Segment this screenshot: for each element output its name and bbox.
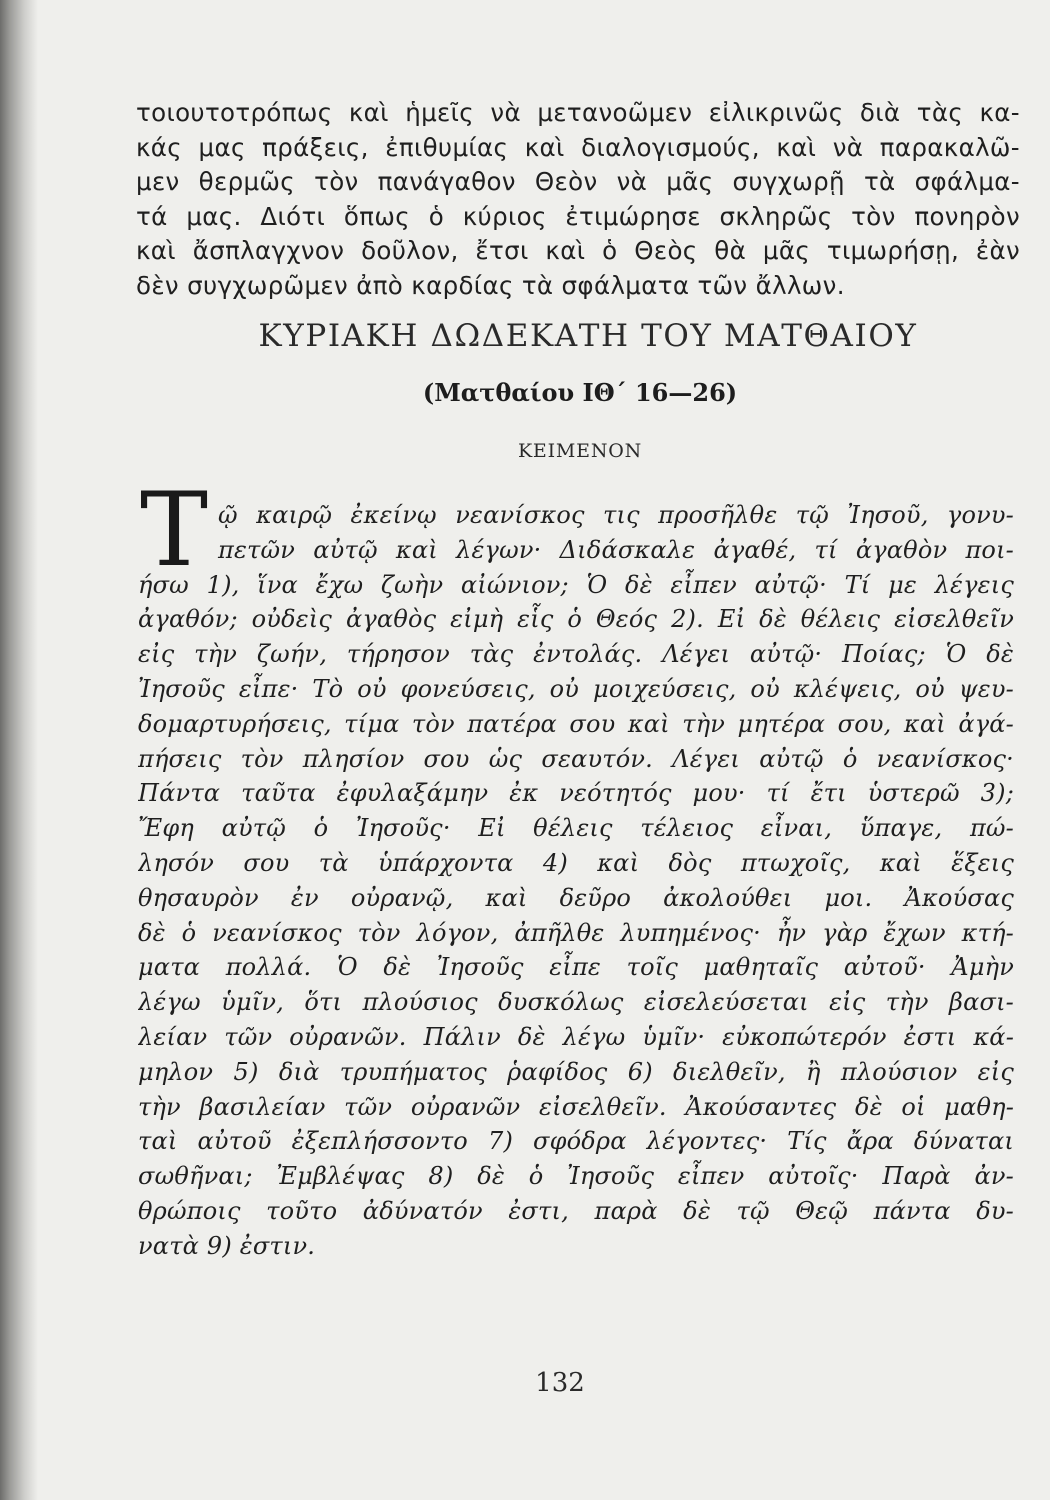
body-line: ἀγαθόν; οὐδεὶς ἀγαθὸς εἰμὴ εἷς ὁ Θεός 2). Εἰ δὲ θέλεις εἰσελθεῖν <box>138 605 1014 634</box>
intro-line: καὶ ἄσπλαγχνον δοῦλον, ἔτσι καὶ ὁ Θεὸς θὰ μᾶς τιμωρήσῃ, ἐὰν <box>136 236 1020 266</box>
intro-line: κάς μας πράξεις, ἐπιθυμίας καὶ διαλογισμούς, καὶ νὰ παρακαλῶ- <box>136 132 1020 162</box>
page-number: 132 <box>535 1368 585 1398</box>
intro-line: μεν θερμῶς τὸν πανάγαθον Θεὸν νὰ μᾶς συγχωρῇ τὰ σφάλμα- <box>136 167 1020 197</box>
body-line: δομαρτυρήσεις, τίμα τὸν πατέρα σου καὶ τὴν μητέρα σου, καὶ ἀγά- <box>138 709 1014 738</box>
body-line: πήσεις τὸν πλησίον σου ὡς σεαυτόν. Λέγει αὐτῷ ὁ νεανίσκος· <box>138 744 1014 773</box>
intro-line: δὲν συγχωρῶμεν ἀπὸ καρδίας τὰ σφάλματα τῶν ἄλλων. <box>136 270 845 300</box>
body-line: μηλον 5) διὰ τρυπήματος ῥαφίδος 6) διελθεῖν, ἢ πλούσιον εἰς <box>138 1057 1014 1086</box>
text-label: ΚΕΙΜΕΝΟΝ <box>517 440 643 462</box>
body-line: πετῶν αὐτῷ καὶ λέγων· Διδάσκαλε ἀγαθέ, τί ἀγαθὸν ποι- <box>218 535 1014 564</box>
body-line: νατὰ 9) ἐστιν. <box>138 1231 316 1260</box>
body-line: λείαν τῶν οὐρανῶν. Πάλιν δὲ λέγω ὑμῖν· εὐκοπώτερόν ἐστι κά- <box>138 1022 1014 1051</box>
gospel-text <box>138 498 1014 1264</box>
body-line: σωθῆναι; Ἐμβλέψας 8) δὲ ὁ Ἰησοῦς εἶπεν αὐτοῖς· Παρὰ ἀν- <box>138 1162 1014 1191</box>
intro-line: τοιουτοτρόπως καὶ ἡμεῖς νὰ μετανοῶμεν εἰλικρινῶς διὰ τὰς κα- <box>136 98 1020 127</box>
body-line: Ἔφη αὐτῷ ὁ Ἰησοῦς· Εἰ θέλεις τέλειος εἶναι, ὕπαγε, πώ- <box>138 814 1014 843</box>
body-line: Πάντα ταῦτα ἐφυλαξάμην ἐκ νεότητός μου· τί ἔτι ὑστερῶ 3); <box>138 779 1014 808</box>
intro-line: τά μας. Διότι ὅπως ὁ κύριος ἐτιμώρησε σκληρῶς τὸν πονηρὸν <box>136 201 1020 231</box>
body-line: τὴν βασιλείαν τῶν οὐρανῶν εἰσελθεῖν. Ἀκούσαντες δὲ οἱ μαθη- <box>138 1092 1014 1121</box>
section-title: ΚΥΡΙΑΚΗ ΔΩΔΕΚΑΤΗ ΤΟΥ ΜΑΤΘΑΙΟΥ <box>258 318 918 354</box>
page-binding-shadow <box>0 0 38 1500</box>
body-line: Ἰησοῦς εἶπε· Τὸ οὐ φονεύσεις, οὐ μοιχεύσεις, οὐ κλέψεις, οὐ ψευ- <box>138 674 1014 703</box>
body-line: λέγω ὑμῖν, ὅτι πλούσιος δυσκόλως εἰσελεύσεται εἰς τὴν βασι- <box>138 988 1014 1017</box>
body-line: λησόν σου τὰ ὑπάρχοντα 4) καὶ δὸς πτωχοῖς, καὶ ἕξεις <box>138 848 1014 877</box>
body-line: θησαυρὸν ἐν οὐρανῷ, καὶ δεῦρο ἀκολούθει μοι. Ἀκούσας <box>138 883 1014 912</box>
body-line: ήσω 1), ἵνα ἔχω ζωὴν αἰώνιον; Ὁ δὲ εἶπεν αὐτῷ· Τί με λέγεις <box>138 570 1014 599</box>
body-line: εἰς τὴν ζωήν, τήρησον τὰς ἐντολάς. Λέγει αὐτῷ· Ποίας; Ὁ δὲ <box>138 640 1014 669</box>
drop-cap: Τ <box>140 471 209 590</box>
body-line: ματα πολλά. Ὁ δὲ Ἰησοῦς εἶπε τοῖς μαθηταῖς αὐτοῦ· Ἀμὴν <box>138 953 1014 982</box>
scripture-reference: (Ματθαίου ΙΘ΄ 16—26) <box>422 378 738 407</box>
body-line: δὲ ὁ νεανίσκος τὸν λόγον, ἀπῆλθε λυπημένος· ἦν γὰρ ἔχων κτή- <box>138 918 1014 947</box>
body-line: θρώποις τοῦτο ἀδύνατόν ἐστι, παρὰ δὲ τῷ Θεῷ πάντα δυ- <box>138 1196 1014 1225</box>
intro-paragraph <box>136 96 1020 304</box>
body-line: ῷ καιρῷ ἐκείνῳ νεανίσκος τις προσῆλθε τῷ Ἰησοῦ, γονυ- <box>218 501 1014 529</box>
body-line: ταὶ αὐτοῦ ἐξεπλήσσοντο 7) σφόδρα λέγοντες· Τίς ἄρα δύναται <box>138 1127 1014 1156</box>
